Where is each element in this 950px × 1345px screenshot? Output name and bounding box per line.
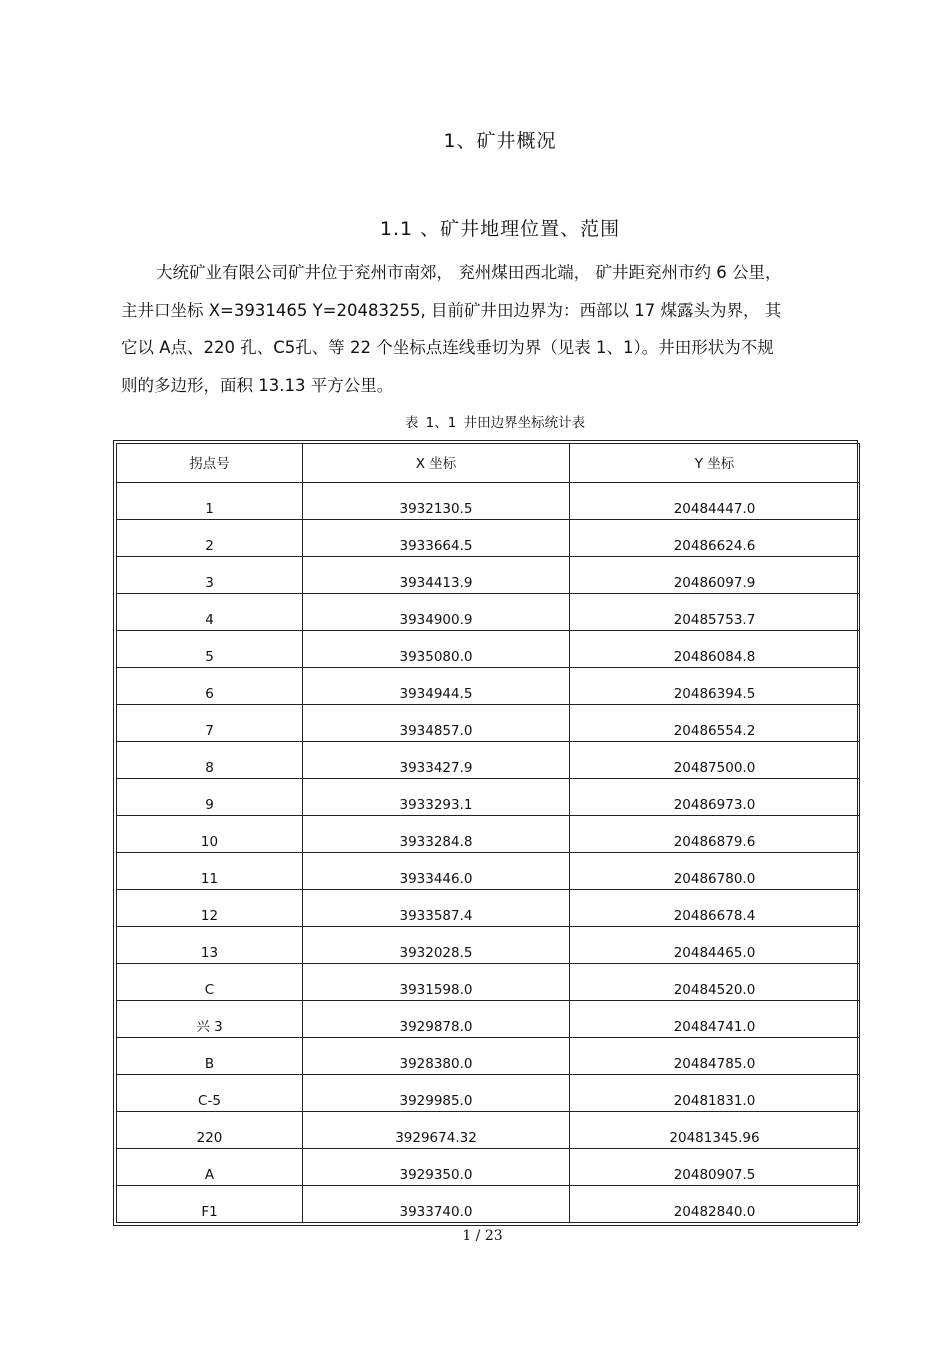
cell-y-coordinate: 20484785.0 [570,1038,860,1075]
table-row [117,964,860,1001]
paragraph-line: 大统矿业有限公司矿井位于兖州市南郊， 兖州煤田西北端， 矿井距兖州市约 6 公里， [156,263,782,282]
cell-x-coordinate: 3933664.5 [303,520,570,557]
cell-y-coordinate: 20486624.6 [570,520,860,557]
header-y-coordinate: Y 坐标 [570,444,860,483]
table-row [117,705,860,742]
cell-y-coordinate: 20484741.0 [570,1001,860,1038]
section-title: 1.1 、矿井地理位置、范围 [379,218,621,240]
cell-point-number: F1 [117,1186,303,1223]
cell-x-coordinate: 3935080.0 [303,631,570,668]
cell-y-coordinate: 20486097.9 [570,557,860,594]
page-title: 1、矿井概况 [443,130,557,152]
table-row [117,890,860,927]
cell-x-coordinate: 3933446.0 [303,853,570,890]
cell-y-coordinate: 20487500.0 [570,742,860,779]
cell-y-coordinate: 20486678.4 [570,890,860,927]
cell-y-coordinate: 20485753.7 [570,594,860,631]
cell-y-coordinate: 20481831.0 [570,1075,860,1112]
cell-point-number: 兴 3 [117,1001,303,1038]
coordinate-table-frame [113,440,858,1226]
header-point-number: 拐点号 [117,444,303,483]
table-row [117,1149,860,1186]
table-row [117,853,860,890]
cell-point-number: 9 [117,779,303,816]
cell-y-coordinate: 20484465.0 [570,927,860,964]
cell-x-coordinate: 3933293.1 [303,779,570,816]
coordinate-table [116,443,860,1223]
cell-point-number: C [117,964,303,1001]
cell-x-coordinate: 3933740.0 [303,1186,570,1223]
paragraph-line: 主井口坐标 X=3931465 Y=20483255, 目前矿井田边界为：西部以 17 煤露头为界， 其 [121,300,782,320]
cell-point-number: 3 [117,557,303,594]
table-row [117,594,860,631]
cell-x-coordinate: 3932130.5 [303,483,570,520]
cell-y-coordinate: 20480907.5 [570,1149,860,1186]
table-row [117,1112,860,1149]
body-paragraph [121,254,846,404]
cell-y-coordinate: 20482840.0 [570,1186,860,1223]
table-body [117,483,860,1223]
cell-y-coordinate: 20486554.2 [570,705,860,742]
header-x-coordinate: X 坐标 [303,444,570,483]
table-header-row [117,444,860,483]
cell-y-coordinate: 20486879.6 [570,816,860,853]
paragraph-line: 则的多边形，面积 13.13 平方公里。 [121,375,394,395]
cell-point-number: 8 [117,742,303,779]
cell-x-coordinate: 3933587.4 [303,890,570,927]
cell-x-coordinate: 3931598.0 [303,964,570,1001]
paragraph-line: 它以 A点、220 孔、C5孔、等 22 个坐标点连线垂切为界（见表 1、1）。井田形状为不规 [121,338,774,357]
table-row [117,1038,860,1075]
page-number: 1 / 23 [462,1228,503,1244]
cell-x-coordinate: 3933284.8 [303,816,570,853]
cell-y-coordinate: 20486084.8 [570,631,860,668]
table-row [117,631,860,668]
cell-y-coordinate: 20481345.96 [570,1112,860,1149]
cell-x-coordinate: 3929878.0 [303,1001,570,1038]
cell-point-number: 1 [117,483,303,520]
cell-point-number: 2 [117,520,303,557]
cell-x-coordinate: 3929350.0 [303,1149,570,1186]
cell-point-number: B [117,1038,303,1075]
table-row [117,483,860,520]
cell-y-coordinate: 20486973.0 [570,779,860,816]
table-row [117,520,860,557]
table-row [117,1001,860,1038]
cell-x-coordinate: 3929674.32 [303,1112,570,1149]
table-row [117,742,860,779]
cell-x-coordinate: 3929985.0 [303,1075,570,1112]
cell-point-number: 5 [117,631,303,668]
cell-point-number: 220 [117,1112,303,1149]
cell-point-number: 4 [117,594,303,631]
cell-point-number: 7 [117,705,303,742]
cell-x-coordinate: 3928380.0 [303,1038,570,1075]
table-row [117,779,860,816]
cell-x-coordinate: 3933427.9 [303,742,570,779]
table-row [117,557,860,594]
cell-point-number: 10 [117,816,303,853]
cell-point-number: 13 [117,927,303,964]
cell-y-coordinate: 20484520.0 [570,964,860,1001]
cell-x-coordinate: 3932028.5 [303,927,570,964]
table-row [117,927,860,964]
table-row [117,1186,860,1223]
cell-x-coordinate: 3934857.0 [303,705,570,742]
cell-point-number: 12 [117,890,303,927]
cell-point-number: 6 [117,668,303,705]
table-row [117,668,860,705]
table-caption: 表 1、1 井田边界坐标统计表 [404,415,586,431]
cell-y-coordinate: 20486780.0 [570,853,860,890]
cell-point-number: C-5 [117,1075,303,1112]
cell-y-coordinate: 20484447.0 [570,483,860,520]
cell-x-coordinate: 3934944.5 [303,668,570,705]
cell-point-number: A [117,1149,303,1186]
cell-x-coordinate: 3934413.9 [303,557,570,594]
cell-y-coordinate: 20486394.5 [570,668,860,705]
cell-x-coordinate: 3934900.9 [303,594,570,631]
table-row [117,816,860,853]
cell-point-number: 11 [117,853,303,890]
table-row [117,1075,860,1112]
